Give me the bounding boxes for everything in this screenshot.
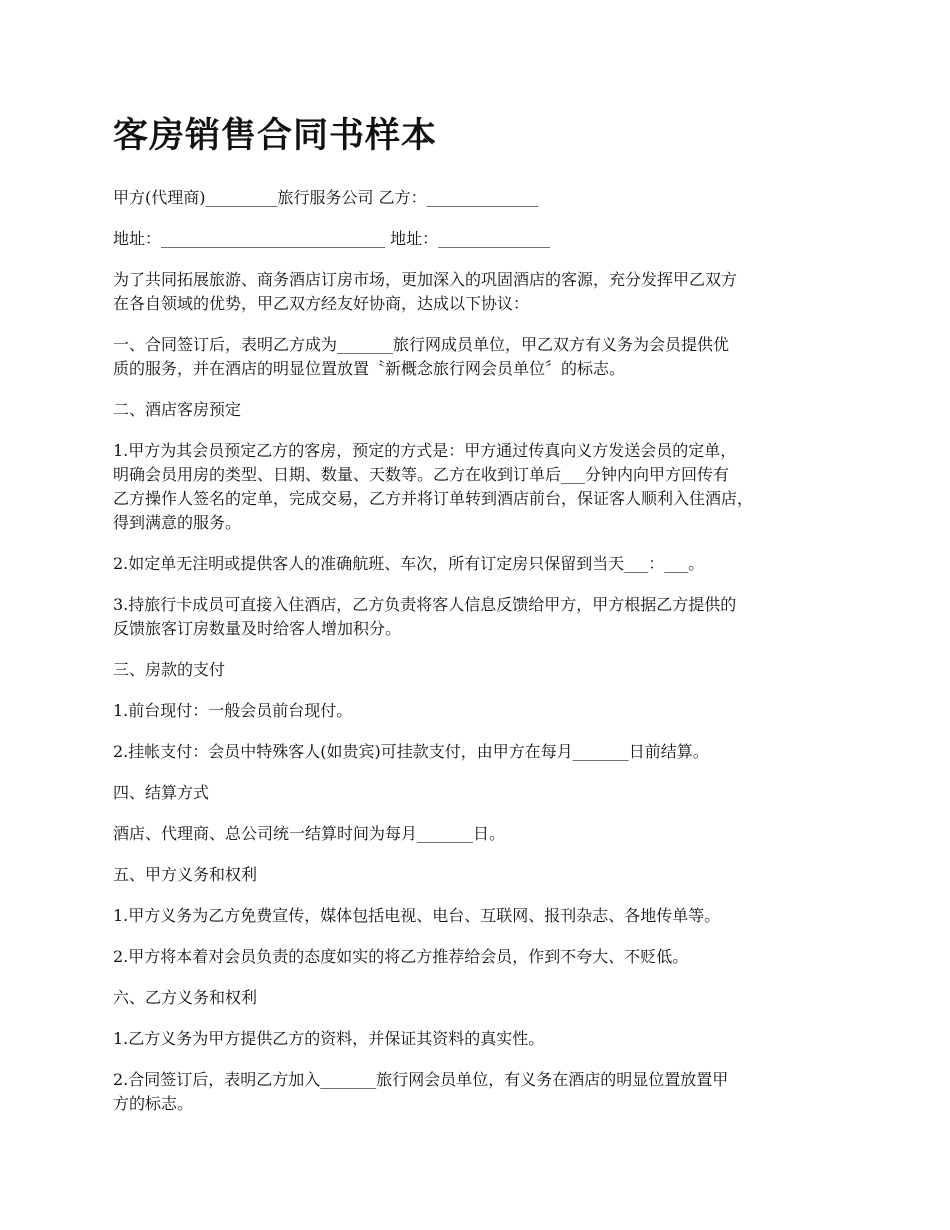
address-line: 地址：____________________________ 地址：______________ [113,229,551,248]
clause-5-2: 2.甲方将本着对会员负责的态度如实的将乙方推荐给会员，作到不夸大、不贬低。 [113,947,689,966]
section-heading-4: 四、结算方式 [113,783,210,802]
clause-5-1: 1.甲方义务为乙方免费宣传，媒体包括电视、电台、互联网、报刊杂志、各地传单等。 [113,906,721,925]
clause-3-1: 1.前台现付：一般会员前台现付。 [113,701,353,720]
clause-6-1: 1.乙方义务为甲方提供乙方的资料，并保证其资料的真实性。 [113,1029,545,1048]
clause-4: 酒店、代理商、总公司统一结算时间为每月_______日。 [113,824,506,843]
document-page [113,112,853,1133]
clause-2-1: 1.甲方为其会员预定乙方的客房，预定的方式是：甲方通过传真向义方发送会员的定单， 明确会员用房的类型、日期、数量、天数等。乙方在收到订单后___分钟内向甲方回传有 乙方操作人签名的定单，完成交易，乙方并将订单转到酒店前台，保证客人顺利入住酒店， 得到满意的服务。 [113,441,754,532]
clause-2-2: 2.如定单无注明或提供客人的准确航班、车次，所有订定房只保留到当天___：___。 [113,554,705,573]
clause-6-2: 2.合同签订后，表明乙方加入_______旅行网会员单位，有义务在酒店的明显位置放置甲 方的标志。 [113,1070,729,1113]
party-line: 甲方(代理商)_________旅行服务公司 乙方：______________ [113,188,539,207]
section-heading-2: 二、酒店客房预定 [113,400,242,419]
section-heading-6: 六、乙方义务和权利 [113,988,258,1007]
document-title: 客房销售合同书样本 [113,116,438,156]
clause-3-2: 2.挂帐支付：会员中特殊客人(如贵宾)可挂款支付，由甲方在每月_______日前结算。 [113,742,709,761]
clause-1: 一、合同签订后，表明乙方成为_______旅行网成员单位，甲乙双方有义务为会员提供优 质的服务，并在酒店的明显位置放置〝新概念旅行网会员单位〞的标志。 [113,335,730,378]
section-heading-5: 五、甲方义务和权利 [113,865,258,884]
section-heading-3: 三、房款的支付 [113,660,226,679]
preamble: 为了共同拓展旅游、商务酒店订房市场，更加深入的巩固酒店的客源，充分发挥甲乙双方 在各自领域的优势，甲乙双方经友好协商，达成以下协议： [113,270,738,313]
clause-2-3: 3.持旅行卡成员可直接入住酒店，乙方负责将客人信息反馈给甲方，甲方根据乙方提供的 反馈旅客订房数量及时给客人增加积分。 [113,595,737,638]
